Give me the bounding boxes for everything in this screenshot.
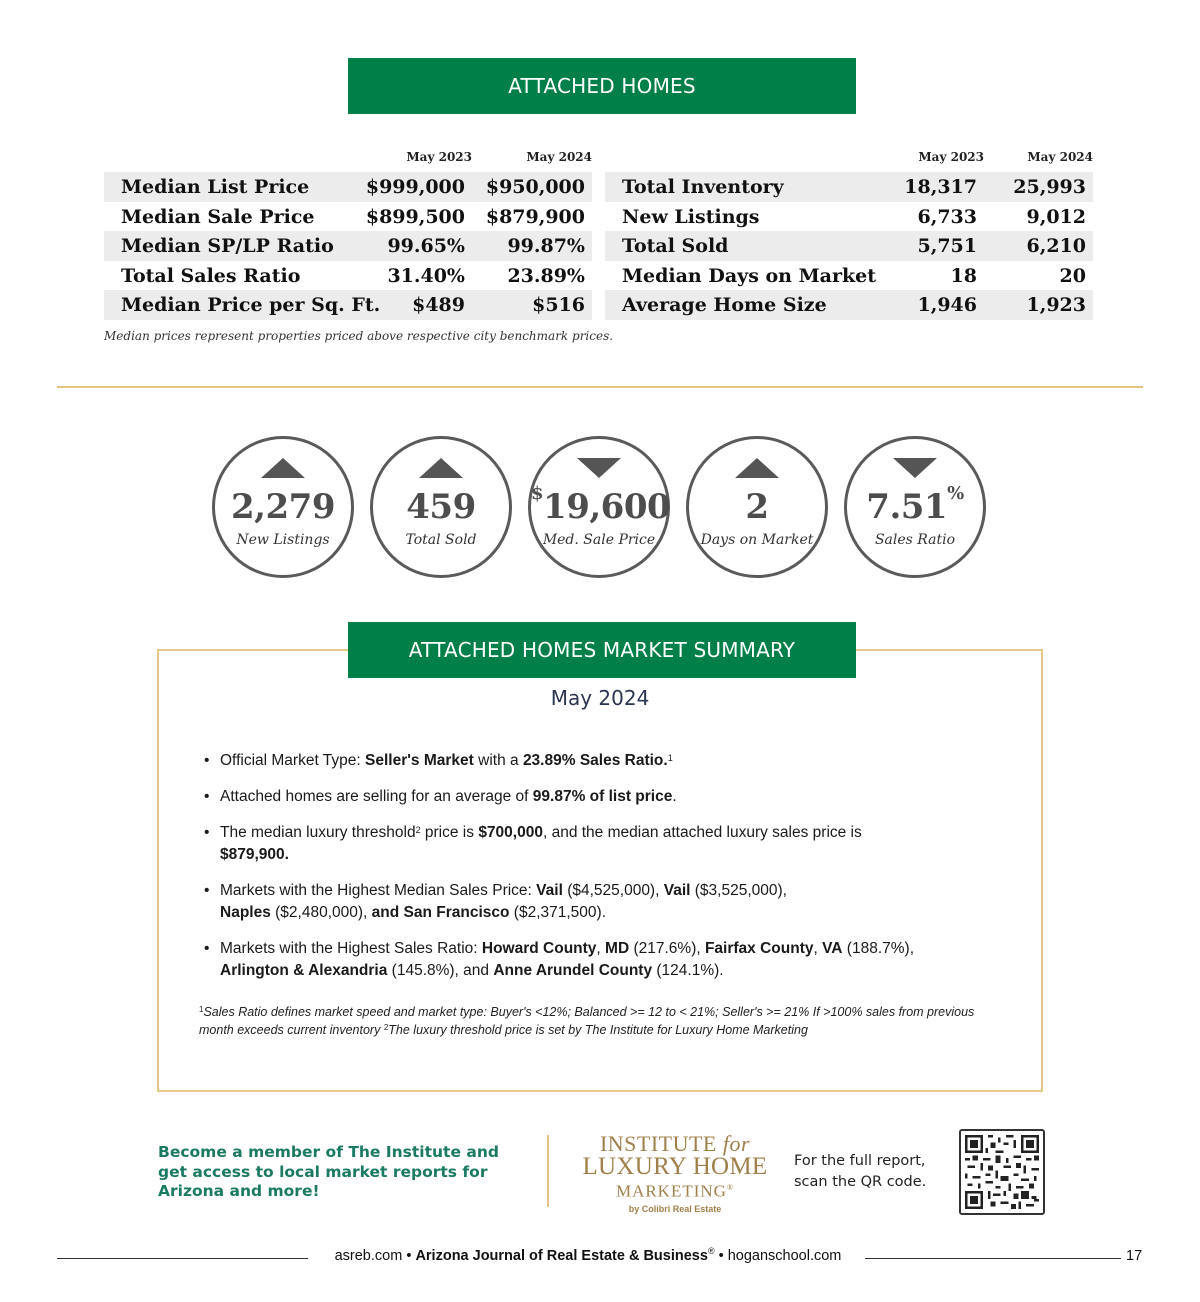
- table-row: [104, 290, 592, 320]
- change-value: 2,279: [231, 487, 335, 527]
- change-circle-new-listings: [212, 436, 354, 578]
- value-2024: 25,993: [1013, 176, 1086, 198]
- journal-name: Arizona Journal of Real Estate & Business: [415, 1248, 708, 1264]
- table-row: [605, 172, 1093, 202]
- page-footer: asreb.com • Arizona Journal of Real Estate & Business® • hoganschool.com: [334, 1246, 842, 1264]
- value-2024: $879,900: [485, 205, 585, 228]
- qr-code-icon[interactable]: [959, 1129, 1045, 1215]
- row-label: New Listings: [622, 205, 760, 228]
- change-label: New Listings: [236, 532, 330, 548]
- page-number: 17: [1126, 1248, 1143, 1264]
- change-label: Med. Sale Price: [542, 532, 656, 548]
- row-label: Total Sold: [622, 235, 729, 257]
- value-2023: 99.65%: [387, 235, 465, 257]
- arrow-up-icon: [735, 458, 779, 478]
- arrow-down-icon: [893, 458, 937, 478]
- table-row: [605, 261, 1093, 291]
- inventory-stats-table: [605, 146, 1093, 320]
- change-circle-sales-ratio: [844, 436, 986, 578]
- row-label: Median SP/LP Ratio: [121, 235, 334, 257]
- table-row: [104, 172, 592, 202]
- value-2024: $950,000: [485, 176, 585, 198]
- summary-bullets: [200, 750, 980, 996]
- arrow-up-icon: [261, 458, 305, 478]
- footer-rule-left: [57, 1258, 308, 1259]
- value-2023: $999,000: [365, 176, 465, 198]
- table-row: [104, 261, 592, 291]
- list-item: • Official Market Type: Seller's Market with a 23.89% Sales Ratio.$^1$: [200, 750, 980, 772]
- qr-instructions: For the full report, scan the QR code.: [794, 1153, 927, 1190]
- list-item: • Markets with the Highest Median Sales Price: Vail ($4,525,000), Vail ($3,525,000), Naples ($2,480,000), and San Francisco ($2,371,500).: [200, 880, 980, 924]
- institute-logo: INSTITUTE for LUXURY HOME MARKETING® by Colibri Real Estate: [582, 1131, 768, 1214]
- value-2023: 18: [950, 264, 977, 287]
- row-label: Median Price per Sq. Ft.: [121, 294, 381, 316]
- value-2023: $489: [412, 294, 465, 316]
- change-label: Sales Ratio: [874, 532, 956, 548]
- value-2024: $516: [532, 294, 585, 316]
- table-row: [605, 202, 1093, 232]
- footer-rule-right: [865, 1258, 1121, 1259]
- column-header-2023: May 2023: [918, 150, 984, 164]
- footer-link-hoganschool[interactable]: hoganschool.com: [727, 1248, 842, 1264]
- list-item: • Markets with the Highest Sales Ratio: Howard County, MD (217.6%), Fairfax County, VA (188.7%), Arlington & Alexandria (145.8%), and Anne Arundel County (124.1%).: [200, 938, 980, 982]
- summary-date: May 2024: [550, 686, 650, 710]
- section-title-banner: [348, 58, 856, 114]
- summary-footnote: $^1$Sales Ratio defines market speed and market type: Buyer's <12%; Balanced >= 12 to < 21%; Seller's >= 21% If >100% sales from previous month exceeds current inventory $^2$The luxury threshold price is set by The Institute for Luxury Home Marketing: [199, 1005, 975, 1037]
- list-item: • Attached homes are selling for an average of 99.87% of list price.: [200, 786, 980, 808]
- table-row: [104, 202, 592, 232]
- value-2023: $899,500: [365, 205, 465, 228]
- change-label: Days on Market: [700, 532, 814, 548]
- value-2024: 6,210: [1026, 235, 1086, 257]
- value-2023: 6,733: [917, 205, 977, 228]
- value-2023: 18,317: [904, 176, 977, 198]
- change-value: 2: [745, 487, 769, 527]
- value-2024: 1,923: [1026, 294, 1086, 316]
- membership-cta[interactable]: Become a member of The Institute and get access to local market reports for Arizona and more!: [158, 1143, 499, 1200]
- value-2024: 9,012: [1026, 205, 1086, 228]
- change-circle-total-sold: [370, 436, 512, 578]
- column-header-2023: May 2023: [406, 150, 472, 164]
- summary-title-banner: [348, 622, 856, 678]
- table-row: [605, 231, 1093, 261]
- value-2023: 1,946: [917, 294, 977, 316]
- value-2023: 5,751: [917, 235, 977, 257]
- arrow-down-icon: [577, 458, 621, 478]
- price-stats-table: [104, 146, 592, 320]
- divider: [547, 1135, 549, 1207]
- column-header-2024: May 2024: [1027, 150, 1093, 164]
- section-divider: [57, 386, 1143, 388]
- table-row: [605, 290, 1093, 320]
- list-item: • The median luxury threshold$^2$ price is $700,000, and the median attached luxury sales price is $879,900.: [200, 822, 980, 866]
- summary-title: ATTACHED HOMES MARKET SUMMARY: [408, 638, 796, 662]
- change-value: $19,600: [531, 483, 671, 527]
- footer-link-asreb[interactable]: asreb.com: [334, 1248, 403, 1264]
- row-label: Total Inventory: [622, 176, 784, 198]
- table-header: [605, 146, 1093, 172]
- table-row: [104, 231, 592, 261]
- row-label: Total Sales Ratio: [121, 264, 301, 287]
- arrow-up-icon: [419, 458, 463, 478]
- table-header: [104, 146, 592, 172]
- row-label: Median List Price: [121, 176, 310, 198]
- table-footnote: Median prices represent properties priced above respective city benchmark prices.: [104, 329, 614, 343]
- change-circle-median-sale-price: [528, 436, 670, 578]
- value-2024: 20: [1059, 264, 1086, 287]
- column-header-2024: May 2024: [526, 150, 592, 164]
- section-title: ATTACHED HOMES: [508, 74, 696, 98]
- change-value: 7.51%: [866, 483, 964, 527]
- value-2024: 23.89%: [507, 264, 585, 287]
- row-label: Average Home Size: [622, 294, 827, 316]
- row-label: Median Sale Price: [121, 205, 315, 228]
- change-value: 459: [406, 487, 476, 527]
- change-circle-days-on-market: [686, 436, 828, 578]
- row-label: Median Days on Market: [622, 264, 876, 287]
- change-label: Total Sold: [405, 532, 477, 548]
- value-2024: 99.87%: [507, 235, 585, 257]
- value-2023: 31.40%: [387, 264, 465, 287]
